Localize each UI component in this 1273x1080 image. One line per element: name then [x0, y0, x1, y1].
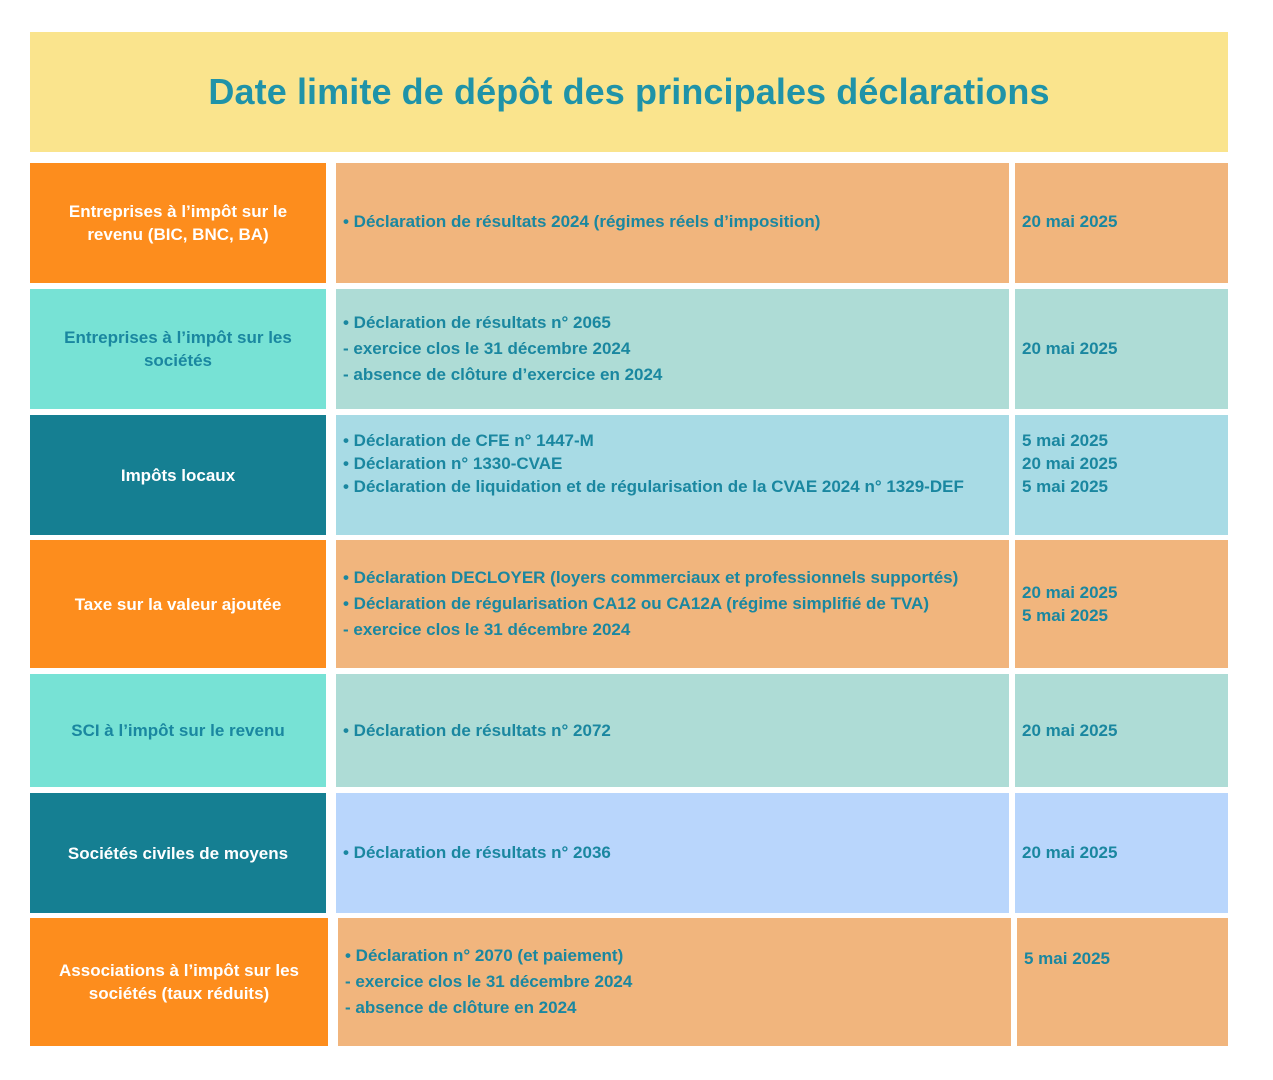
deadline-cell — [1015, 540, 1228, 668]
declaration-line: • Déclaration n° 2070 (et paiement) — [345, 946, 624, 965]
table-row — [30, 674, 1228, 787]
declaration-line: - exercice clos le 31 décembre 2024 — [343, 620, 631, 639]
deadline-cell — [1015, 415, 1228, 535]
deadline-cell — [1015, 793, 1228, 913]
declaration-line: • Déclaration de résultats n° 2036 — [343, 843, 611, 862]
declaration-line: • Déclaration de résultats 2024 (régimes réels d’imposition) — [343, 212, 821, 231]
table-row — [30, 163, 1228, 283]
declarations-cell — [336, 793, 1009, 913]
declarations-cell — [336, 415, 1009, 535]
table-row — [30, 918, 1228, 1046]
page-title: Date limite de dépôt des principales déclarations — [208, 71, 1050, 112]
declaration-line: • Déclaration de régularisation CA12 ou CA12A (régime simplifié de TVA) — [343, 594, 929, 613]
deadline-date: 20 mai 2025 — [1022, 843, 1118, 862]
category-cell: Taxe sur la valeur ajoutée — [30, 540, 326, 668]
declarations-cell — [336, 674, 1009, 787]
declarations-cell — [336, 289, 1009, 409]
deadline-date: 5 mai 2025 — [1022, 477, 1109, 496]
deadline-cell — [1015, 289, 1228, 409]
declaration-line: - absence de clôture d’exercice en 2024 — [343, 365, 663, 384]
declarations-cell — [336, 540, 1009, 668]
category-cell: Sociétés civiles de moyens — [30, 793, 326, 913]
declaration-line: - exercice clos le 31 décembre 2024 — [343, 339, 631, 358]
declaration-line: • Déclaration n° 1330-CVAE — [343, 454, 563, 473]
deadline-cell — [1015, 674, 1228, 787]
declaration-line: • Déclaration de résultats n° 2072 — [343, 720, 611, 740]
category-cell: Associations à l’impôt sur les sociétés (taux réduits) — [30, 918, 328, 1046]
table-row — [30, 793, 1228, 913]
deadline-date: 20 mai 2025 — [1022, 583, 1118, 602]
deadline-date: 5 mai 2025 — [1022, 431, 1109, 450]
deadline-date: 20 mai 2025 — [1022, 339, 1118, 358]
deadline-cell — [1015, 163, 1228, 283]
deadline-date: 20 mai 2025 — [1022, 212, 1118, 231]
declaration-line: - exercice clos le 31 décembre 2024 — [345, 972, 633, 991]
category-cell: Entreprises à l’impôt sur le revenu (BIC, BNC, BA) — [30, 163, 326, 283]
title-banner — [30, 32, 1228, 152]
table-row — [30, 289, 1228, 409]
table-row — [30, 540, 1228, 668]
deadline-date: 5 mai 2025 — [1024, 949, 1111, 968]
declarations-cell — [338, 918, 1011, 1046]
category-cell: Impôts locaux — [30, 415, 326, 535]
declarations-cell — [336, 163, 1009, 283]
deadline-date: 20 mai 2025 — [1022, 720, 1118, 740]
declaration-line: • Déclaration de CFE n° 1447-M — [343, 431, 594, 450]
table-row — [30, 415, 1228, 535]
declaration-line: • Déclaration de liquidation et de régularisation de la CVAE 2024 n° 1329-DEF — [343, 477, 964, 496]
deadline-date: 5 mai 2025 — [1022, 606, 1109, 625]
declaration-line: • Déclaration DECLOYER (loyers commerciaux et professionnels supportés) — [343, 568, 959, 587]
deadline-date: 20 mai 2025 — [1022, 454, 1118, 473]
category-cell: SCI à l’impôt sur le revenu — [30, 674, 326, 787]
deadline-cell — [1017, 918, 1228, 1046]
category-cell: Entreprises à l’impôt sur les sociétés — [30, 289, 326, 409]
declaration-line: - absence de clôture en 2024 — [345, 998, 577, 1017]
declaration-line: • Déclaration de résultats n° 2065 — [343, 313, 611, 332]
